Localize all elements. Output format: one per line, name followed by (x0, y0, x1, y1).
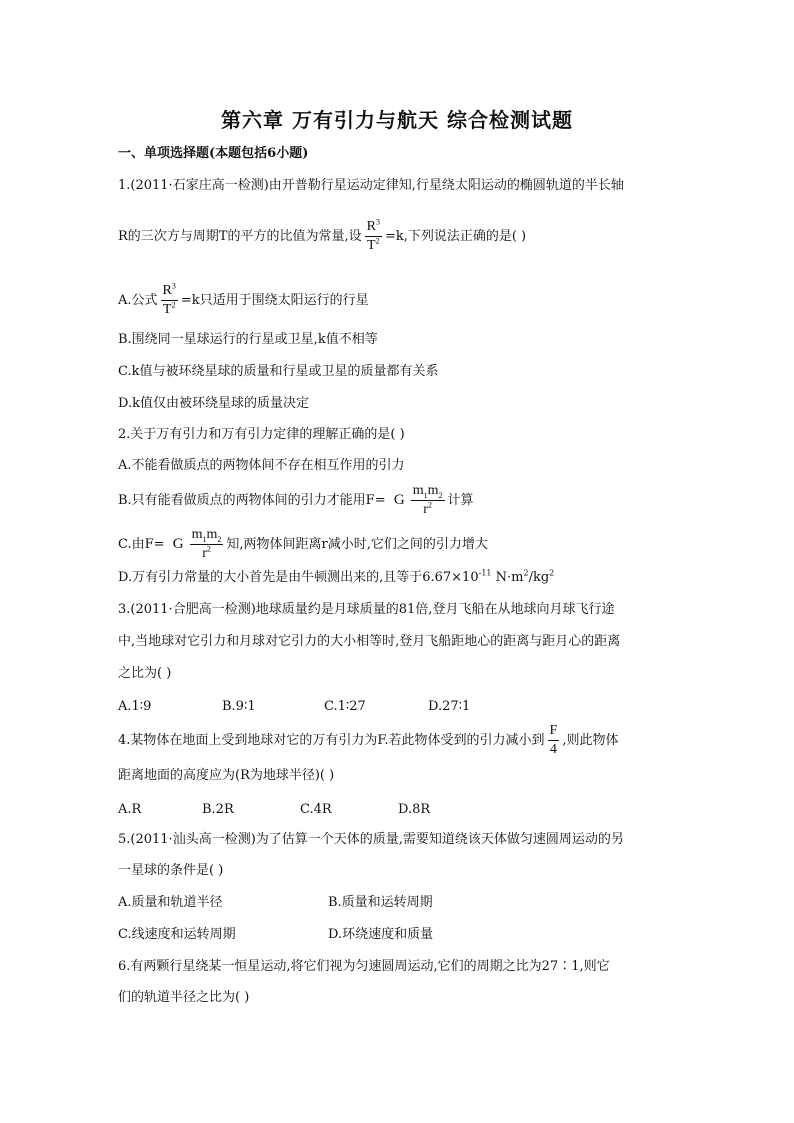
q1-stem-text: R的三次方与周期T的平方的比值为常量,设 (118, 229, 362, 244)
q4-option-a: A.R (118, 802, 142, 817)
q4-option-d: D.8R (398, 802, 431, 817)
q2-option-a: A.不能看做质点的两物体间不存在相互作用的引力 (118, 458, 405, 473)
q2-option-c: C.由F= G $\frac{m_1m_2}{r^2}$ 知,两物体间距离r减小时,它们之间的引力增大 (118, 527, 488, 561)
q1-option-a: A.公式 $\frac{R^3}{T^2}$ =k只适用于围绕太阳运行的行星 (118, 281, 369, 317)
q3-option-d: D.27∶1 (428, 699, 471, 714)
q5-option-c: C.线速度和运转周期 (118, 927, 236, 942)
q2-stem: 2.关于万有引力和万有引力定律的理解正确的是( ) (118, 427, 405, 442)
q4-fraction: $\frac{F}{4}$ (549, 723, 558, 757)
q6-stem-line1: 6.有两颗行星绕某一恒星运动,将它们视为匀速圆周运动,它们的周期之比为27∶1,则它 (118, 959, 610, 974)
q4-option-c: C.4R (300, 802, 332, 817)
q3-options (118, 697, 470, 717)
q3-option-a: A.1∶9 (118, 699, 152, 714)
q1-fraction: $\frac{R^3}{T^2}$ (366, 217, 380, 253)
q3-stem-line3: 之比为( ) (118, 666, 172, 681)
q1-stem-line2 (118, 217, 527, 253)
q3-stem-line2: 中,当地球对它引力和月球对它引力的大小相等时,登月飞船距地心的距离与距月心的距离 (118, 634, 621, 649)
q5-option-b: B.质量和运转周期 (328, 895, 433, 910)
q5-stem-line1: 5.(2011·汕头高一检测)为了估算一个天体的质量,需要知道绕该天体做匀速圆周运动的另 (118, 832, 624, 847)
q2-option-b: B.只有能看做质点的两物体间的引力才能用F= G $\frac{m_1m_2}{r^2}$ 计算 (118, 483, 474, 517)
q5-option-d: D.环绕速度和质量 (328, 927, 434, 942)
q5-options-row1 (118, 893, 433, 913)
q4-option-b: B.2R (202, 802, 234, 817)
q5-stem-line2: 一星球的条件是( ) (118, 863, 224, 878)
page-title: 第六章 万有引力与航天 综合检测试题 (221, 108, 573, 132)
q1-stem-text-tail: =k,下列说法正确的是( ) (384, 229, 527, 244)
q4-stem-line2: 距离地面的高度应为(R为地球半径)( ) (118, 768, 335, 783)
q6-stem-line2: 们的轨道半径之比为( ) (118, 990, 250, 1005)
section-heading: 一、单项选择题(本题包括6小题) (118, 146, 309, 161)
q1-option-b: B.围绕同一星球运行的行星或卫星,k值不相等 (118, 332, 378, 347)
q1-option-d: D.k值仅由被环绕星球的质量决定 (118, 396, 309, 411)
q1-stem-line1: 1.(2011·石家庄高一检测)由开普勒行星运动定律知,行星绕太阳运动的椭圆轨道的半长轴 (118, 178, 624, 193)
q3-option-c: C.1∶27 (324, 699, 366, 714)
q5-option-a: A.质量和轨道半径 (118, 895, 223, 910)
q4-options (118, 800, 430, 820)
q2-option-d: D.万有引力常量的大小首先是由牛顿测出来的,且等于$6.67\times 10^{-11}$ $N\cdot m^2/kg^2$ (118, 568, 555, 585)
q2-option-b-fraction: $\frac{m_1m_2}{r^2}$ (412, 483, 443, 517)
q2-option-c-fraction: $\frac{m_1m_2}{r^2}$ (191, 527, 222, 561)
q1-option-c: C.k值与被环绕星球的质量和行星或卫星的质量都有关系 (118, 364, 439, 379)
q1-option-a-fraction: $\frac{R^3}{T^2}$ (162, 281, 176, 317)
q4-stem-line1: 4.某物体在地面上受到地球对它的万有引力为F.若此物体受到的引力减小到 $\frac{F}{4}$ ,则此物体 (118, 723, 619, 757)
q3-option-b: B.9∶1 (222, 699, 256, 714)
q3-stem-line1: 3.(2011·合肥高一检测)地球质量约是月球质量的81倍,登月飞船在从地球向月球飞行途 (118, 602, 615, 617)
q5-options-row2 (118, 925, 433, 945)
